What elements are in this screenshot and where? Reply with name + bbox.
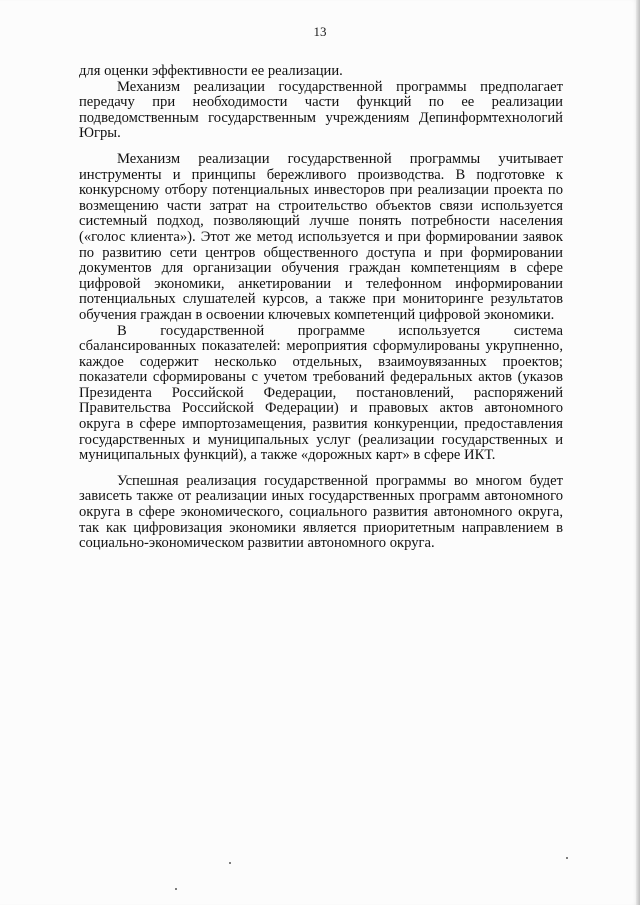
page-number: 13 [313,24,327,39]
paragraph-successful-implementation: Успешная реализация государственной программы во многом будет зависеть также от реализации иных государственных программ автономного округа в сфере экономического, социального развития автономного округа, так как цифровизация экономики является приоритетным направлением в социально-экономическом развитии автономного округа. [79,472,563,552]
page-edge [636,0,640,905]
scan-speck [175,888,177,890]
document-body [79,64,563,552]
paragraph-balanced-indicators: В государственной программе используется система сбалансированных показателей: мероприятия сформулированы укрупненно, каждое содержит несколько отдельных, взаимоувязанных проектов; показатели сформированы с учетом требований федеральных актов (указов Президента Российской Федерации, постановлений, распоряжений Правительства Российской Федерации) и правовых актов автономного округа в сфере импортозамещения, развития конкуренции, предоставления государственных и муниципальных услуг (реализации государственных и муниципальных функций), а также «дорожных карт» в сфере ИКТ. [79,322,563,464]
paragraph-continuation: для оценки эффективности ее реализации. [79,63,343,79]
paragraph-lean-production: Механизм реализации государственной программы учитывает инструменты и принципы бережливого производства. В подготовке к конкурсному отбору потенциальных инвесторов при реализации проекта по возмещению части затрат на строительство объектов связи используется системный подход, позволяющий лучше понять потребности населения («голос клиента»). Этот же метод используется и при формировании заявок по развитию сети центров общественного доступа и при формировании документов для организации обучения граждан компетенциям в сфере цифровой экономики, анкетировании и телефонном информировании потенциальных слушателей курсов, а также при мониторинге результатов обучения граждан в освоении ключевых компетенций цифровой экономики. [79,150,563,323]
paragraph-mechanism-transfer: Механизм реализации государственной программы предполагает передачу при необходимости части функций по ее реализации подведомственным государственным учреждениям Депинформтехнологий Югры. [79,78,563,142]
scan-speck [566,857,568,859]
scan-speck [229,862,231,864]
